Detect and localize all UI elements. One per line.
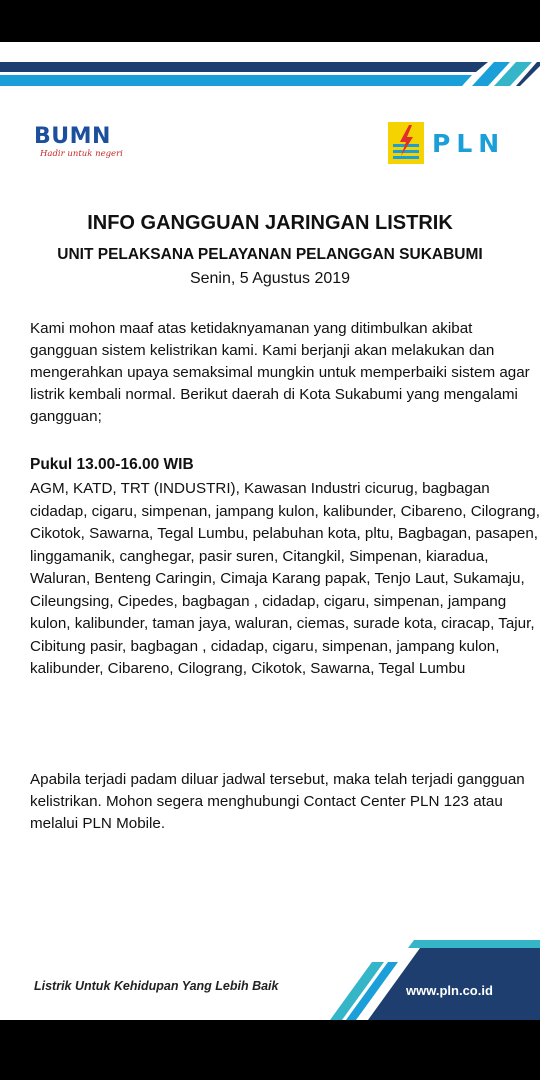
top-stripe-decoration	[0, 62, 540, 86]
bumn-tagline: Hadir untuk negeri	[40, 149, 123, 159]
notice-page	[0, 42, 540, 1020]
closing-paragraph: Apabila terjadi padam diluar jadwal tersebut, maka telah terjadi gangguan kelistrikan. Mohon segera menghubungi Contact Center PLN 123 atau melalui PLN Mobile.	[30, 771, 525, 832]
pln-logo	[388, 122, 505, 164]
bumn-logo	[34, 126, 123, 159]
notice-title: INFO GANGGUAN JARINGAN LISTRIK	[87, 212, 453, 234]
intro-paragraph: Kami mohon maaf atas ketidaknyamanan yang ditimbulkan akibat gangguan sistem kelistrikan kami. Kami berjanji akan melakukan dan mengerahkan upaya semaksimal mungkin untuk memperbaiki sistem agar listrik kembali normal. Berikut daerah di Kota Sukabumi yang mengalami gangguan;	[30, 320, 530, 425]
footer-slogan: Listrik Untuk Kehidupan Yang Lebih Baik	[34, 979, 279, 993]
notice-date: Senin, 5 Agustus 2019	[189, 270, 351, 287]
footer-website-link[interactable]: www.pln.co.id	[406, 983, 493, 998]
notice-subtitle: UNIT PELAKSANA PELAYANAN PELANGGAN SUKABUMI	[57, 246, 483, 263]
affected-areas-list: AGM, KATD, TRT (INDUSTRI), Kawasan Industri cicurug, bagbagan cidadap, cigaru, simpenan, jampang kulon, kalibunder, Cibareno, Cilograng, Cikotok, Sawarna, Tegal Lumbu, pelabuhan kota, pltu, Bagbagan, pasapen, linggamanik, canghegar, pasir suren, Citangkil, Simpenan, kiaradua, Waluran, Benteng Caringin, Cimaja Karang papak, Tenjo Laut, Sukamaju, Cileungsing, Cipedes, bagbagan , cidadap, cigaru, simpenan, jampang kulon, kalibunder, taman jaya, waluran, ciemas, surade kota, ciracap, Tajur, Cibitung pasir, bagbagan , cidadap, cigaru, simpenan, jampang kulon, kalibunder, Cibareno, Cilograng, Cikotok, Sawarna, Tegal Lumbu	[30, 480, 540, 677]
pln-lightning-icon	[388, 122, 424, 164]
pln-logo-text: PLN	[432, 128, 506, 158]
time-slot-heading: Pukul 13.00-16.00 WIB	[30, 456, 194, 473]
bumn-logo-text: BUMN	[34, 124, 111, 149]
